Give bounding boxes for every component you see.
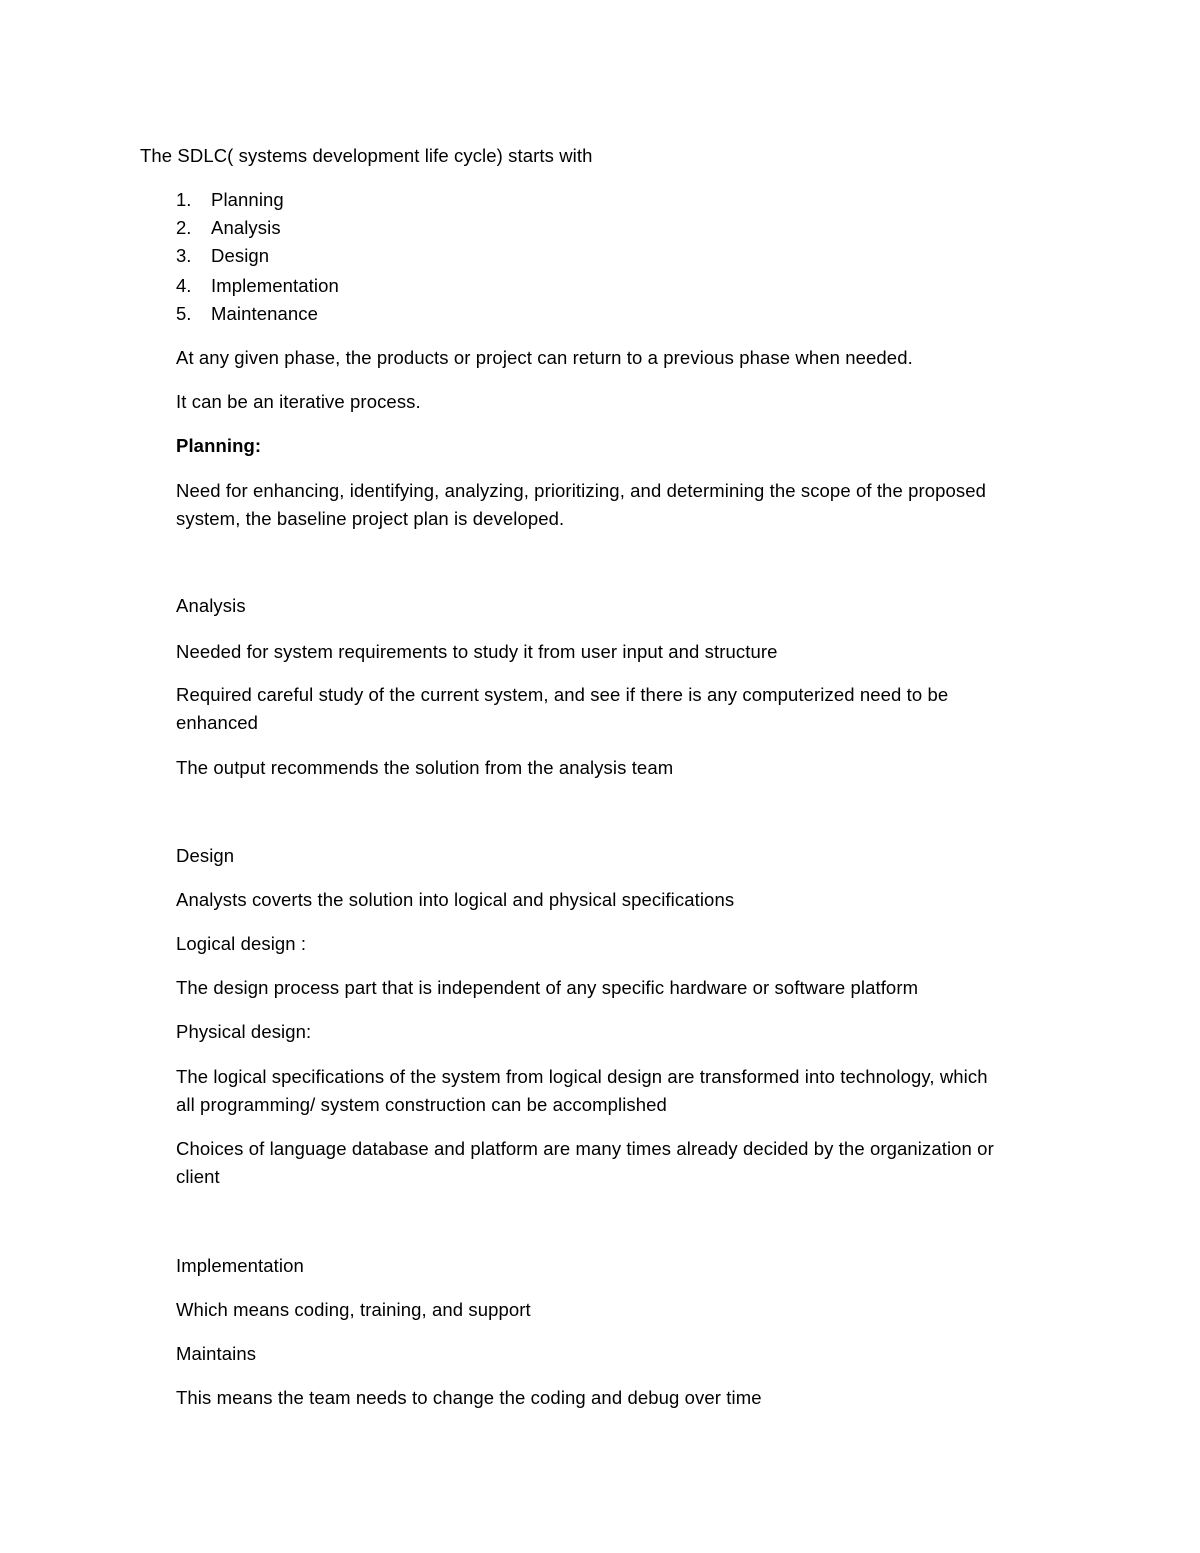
list-label: Maintenance <box>211 303 319 324</box>
implementation-heading: Implementation <box>176 1255 304 1276</box>
planning-body-line: Need for enhancing, identifying, analyzing, prioritizing, and determining the scope of the proposed <box>176 480 987 501</box>
analysis-paragraph: The output recommends the solution from the analysis team <box>176 757 674 778</box>
list-number: 3. <box>176 245 192 266</box>
planning-heading: Planning: <box>176 435 262 456</box>
choices-paragraph: client <box>176 1166 220 1187</box>
physical-design-heading: Physical design: <box>176 1021 312 1042</box>
note-iterative: It can be an iterative process. <box>176 391 421 412</box>
list-label: Planning <box>211 189 284 210</box>
choices-paragraph: Choices of language database and platform are many times already decided by the organization or <box>176 1138 994 1159</box>
design-heading: Design <box>176 845 235 866</box>
analysis-heading: Analysis <box>176 595 246 616</box>
design-paragraph: Analysts coverts the solution into logical and physical specifications <box>176 889 735 910</box>
logical-design-heading: Logical design : <box>176 933 307 954</box>
analysis-paragraph: Needed for system requirements to study it from user input and structure <box>176 641 778 662</box>
list-label: Implementation <box>211 275 339 296</box>
implementation-body: Which means coding, training, and support <box>176 1299 531 1320</box>
physical-design-body: all programming/ system construction can be accomplished <box>176 1094 667 1115</box>
list-number: 5. <box>176 303 192 324</box>
maintains-heading: Maintains <box>176 1343 257 1364</box>
list-number: 2. <box>176 217 192 238</box>
list-number: 1. <box>176 189 192 210</box>
maintains-body: This means the team needs to change the coding and debug over time <box>176 1387 762 1408</box>
logical-design-body: The design process part that is independent of any specific hardware or software platform <box>176 977 919 998</box>
note-return-phase: At any given phase, the products or project can return to a previous phase when needed. <box>176 347 913 368</box>
analysis-paragraph: Required careful study of the current system, and see if there is any computerized need to be <box>176 684 949 705</box>
list-number: 4. <box>176 275 192 296</box>
analysis-paragraph: enhanced <box>176 712 259 733</box>
planning-body-line: system, the baseline project plan is developed. <box>176 508 565 529</box>
intro-text: The SDLC( systems development life cycle) starts with <box>140 145 593 166</box>
list-label: Analysis <box>211 217 281 238</box>
list-label: Design <box>211 245 270 266</box>
physical-design-body: The logical specifications of the system from logical design are transformed into technology, which <box>176 1066 988 1087</box>
